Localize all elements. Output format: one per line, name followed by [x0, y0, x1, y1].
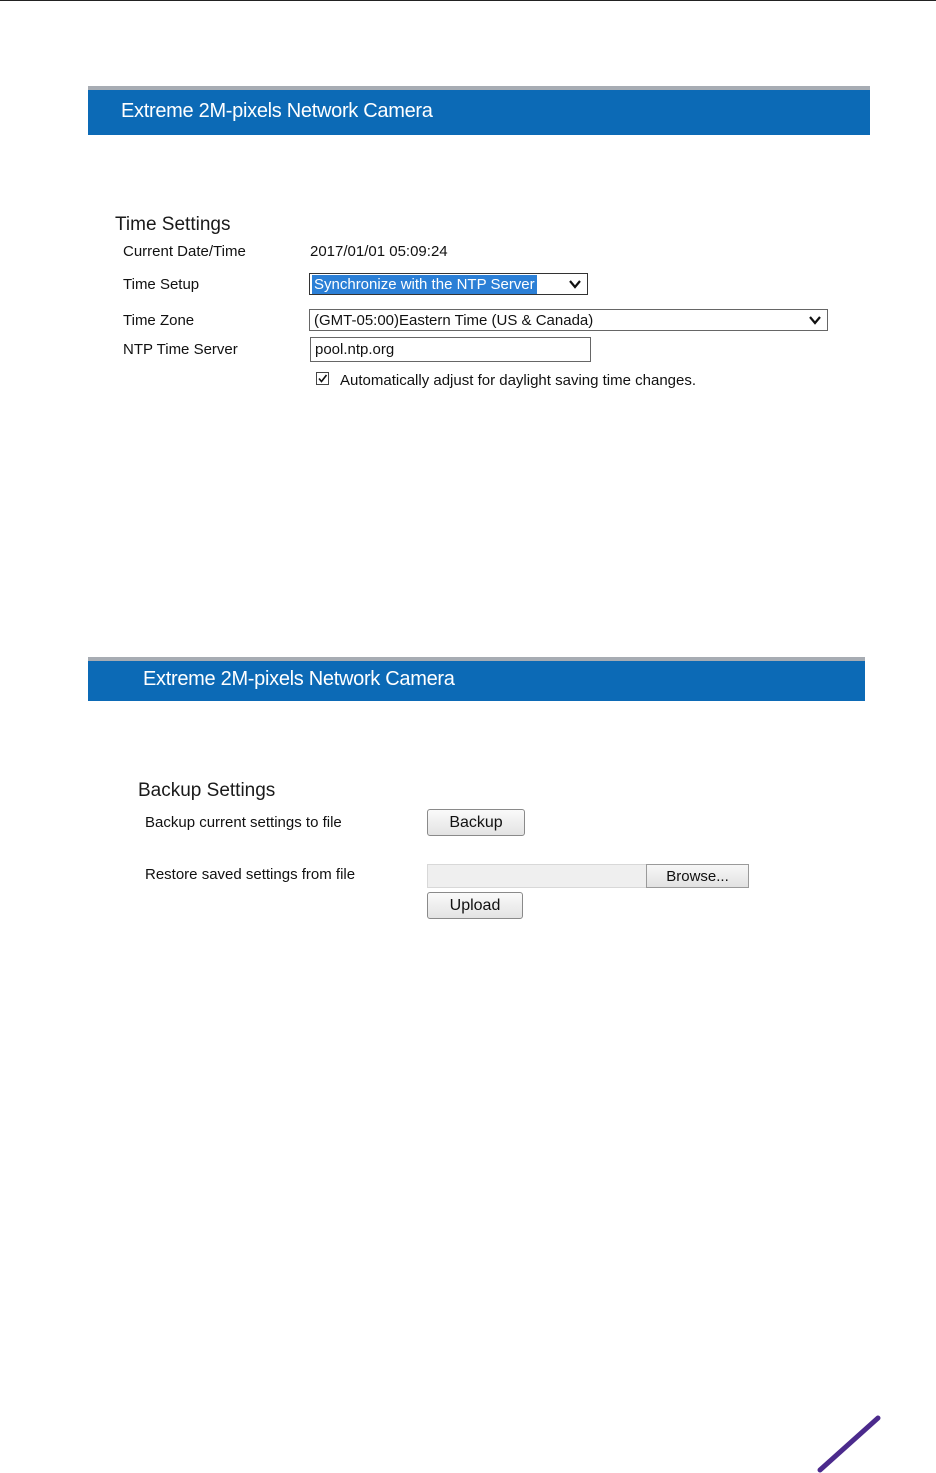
- chevron-down-icon: [567, 276, 583, 292]
- time-setup-selected-value: Synchronize with the NTP Server: [314, 275, 535, 293]
- restore-row-label: Restore saved settings from file: [145, 866, 356, 883]
- backup-row-label: Backup current settings to file: [145, 814, 342, 831]
- dst-checkbox-label: Automatically adjust for daylight saving time changes.: [340, 372, 697, 389]
- time-zone-label: Time Zone: [123, 312, 195, 329]
- banner-title: Extreme 2M-pixels Network Camera: [121, 100, 433, 122]
- time-settings-screenshot: [88, 86, 870, 416]
- browse-button[interactable]: Browse...: [646, 864, 749, 888]
- ntp-server-label: NTP Time Server: [123, 341, 238, 358]
- banner-title: Extreme 2M-pixels Network Camera: [143, 668, 455, 690]
- upload-button[interactable]: Upload: [427, 892, 523, 919]
- current-datetime-value: 2017/01/01 05:09:24: [310, 243, 448, 260]
- time-zone-selected-value: (GMT-05:00)Eastern Time (US & Canada): [314, 311, 594, 329]
- ntp-server-input[interactable]: pool.ntp.org: [310, 337, 591, 362]
- time-setup-select[interactable]: [309, 273, 588, 295]
- file-path-field[interactable]: [427, 864, 647, 888]
- time-settings-title: Time Settings: [115, 214, 231, 235]
- backup-settings-title: Backup Settings: [138, 780, 276, 801]
- checkmark-icon: [317, 373, 328, 384]
- time-setup-label: Time Setup: [123, 276, 200, 293]
- dst-checkbox[interactable]: [316, 372, 329, 385]
- brand-slash-icon: [810, 1410, 890, 1473]
- page-top-rule: [0, 0, 936, 1]
- current-datetime-label: Current Date/Time: [123, 243, 246, 260]
- camera-banner: [88, 657, 865, 701]
- backup-button[interactable]: Backup: [427, 809, 525, 836]
- time-zone-select[interactable]: [309, 309, 828, 331]
- chevron-down-icon: [807, 312, 823, 328]
- camera-banner: [88, 86, 870, 135]
- backup-settings-screenshot: [88, 657, 865, 987]
